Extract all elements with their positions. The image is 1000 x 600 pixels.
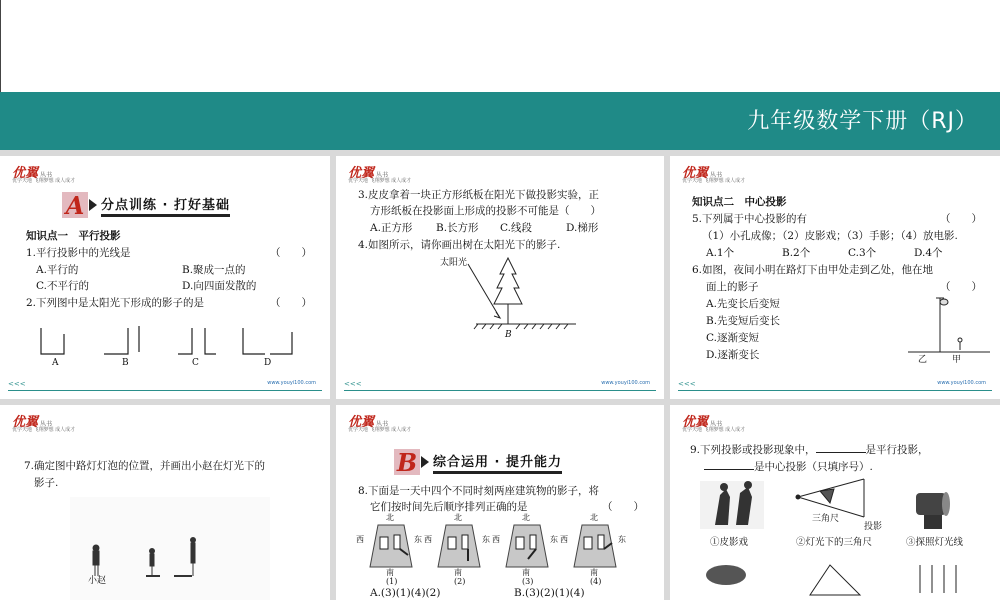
header-title: 九年级数学下册（RJ） (747, 109, 978, 134)
brand-logo: 优翼 丛书 (348, 166, 389, 181)
question-9 (690, 441, 929, 458)
section-letter: A (62, 192, 88, 218)
triangle-icon (421, 456, 429, 468)
section-title: 分点训练 · 打好基础 (101, 194, 230, 217)
slide-footer: <<< www.youyi100.com (678, 384, 992, 391)
section-letter: B (394, 449, 420, 475)
compass-south-label: 南 (386, 568, 394, 577)
street-lamp-figure (900, 292, 1000, 362)
compass-west-label: 西 (356, 535, 364, 544)
slide-thumbnail-2[interactable] (336, 156, 664, 399)
section-header-a (62, 192, 230, 218)
answer-paren: （ ） (940, 281, 982, 293)
q5-option-d: D.4个 (914, 247, 943, 259)
left-edge-line (0, 0, 1, 92)
q3-option-a: A.正方形 (370, 222, 413, 234)
sun-label: 太阳光 (440, 258, 468, 268)
compass-north-label: 北 (590, 513, 598, 522)
brand-logo: 优翼 丛书 (682, 166, 723, 181)
question-3-cont: 方形纸板在投影面上形成的投影不可能是（ ） (370, 205, 601, 217)
compass-west-label: 西 (424, 535, 432, 544)
question-7: 7.确定图中路灯灯泡的位置，并画出小赵在灯光下的 (24, 460, 266, 472)
shadow-play-image (700, 481, 764, 529)
q6-option-d: D.逐渐变长 (706, 349, 760, 361)
compass-figure (560, 513, 630, 586)
question-8-cont: 它们按时间先后顺序排列正确的是 (370, 501, 528, 513)
slide-thumbnail-6[interactable] (670, 405, 1000, 600)
compass-east-label: 东 (618, 535, 626, 544)
question-9-cont: 是中心投影（只填序号）. (704, 458, 873, 475)
figure-label-d: D (264, 358, 272, 368)
point-b-label: B (505, 330, 512, 340)
question-5: 5.下列属于中心投影的有 (692, 213, 808, 225)
answer-paren: （ ） (602, 501, 644, 513)
knowledge-point-title: 知识点二 中心投影 (692, 196, 787, 208)
compass-figure (492, 513, 562, 586)
question-7-cont: 影子. (34, 477, 59, 489)
brand-tagline: 优学天地 飞翔梦想 成人成才 (348, 427, 412, 433)
brand-logo: 优翼 丛书 (12, 166, 53, 181)
question-6-cont: 面上的影子 (706, 281, 759, 293)
brand-logo: 优翼 丛书 (12, 415, 53, 430)
q5-items: （1）小孔成像；（2）皮影戏；（3）手影；（4）放电影. (702, 230, 958, 242)
compass-east-label: 东 (482, 535, 490, 544)
q8-option-a: A.(3)(1)(4)(2) (370, 587, 441, 599)
section-header-b (394, 449, 562, 475)
compass-east-label: 东 (550, 535, 558, 544)
caption-1: ①皮影戏 (710, 537, 749, 548)
caption-3: ③探照灯光线 (906, 537, 964, 548)
brand-tagline: 优学天地 飞翔梦想 成人成才 (12, 178, 76, 184)
brand-tagline: 优学天地 飞翔梦想 成人成才 (12, 427, 76, 433)
brand-logo: 优翼 丛书 (682, 415, 723, 430)
caption-2: ②灯光下的三角尺 (796, 537, 873, 548)
slide-thumbnail-3[interactable] (670, 156, 1000, 399)
q1-option-a: A.平行的 (36, 264, 79, 276)
compass-figure (424, 513, 494, 586)
compass-north-label: 北 (522, 513, 530, 522)
figure-label-a: A (52, 358, 59, 368)
header-banner (0, 92, 1000, 150)
compass-south-label: 南 (590, 568, 598, 577)
satellite-dish-image (706, 565, 746, 585)
q8-option-b: B.(3)(2)(1)(4) (514, 587, 585, 599)
blank-line (704, 458, 754, 470)
section-title: 综合运用 · 提升能力 (433, 451, 562, 474)
answer-paren: （ ） (940, 213, 982, 225)
question-6: 6.如图，夜间小明在路灯下由甲处走到乙处，他在地 (692, 264, 934, 276)
figure-number-label: (1) (386, 577, 398, 586)
searchlight-image (916, 492, 950, 529)
q6-option-a: A.先变长后变短 (706, 298, 780, 310)
compass-north-label: 北 (454, 513, 462, 522)
q1-option-b: B.聚成一点的 (182, 264, 246, 276)
projection-label: 投影 (864, 522, 883, 532)
answer-paren: （ ） (270, 247, 312, 259)
slide-thumbnail-4[interactable] (0, 405, 330, 600)
q5-option-a: A.1个 (706, 247, 735, 259)
tree-sun-figure (336, 254, 664, 344)
question-1: 1.平行投影中的光线是 (26, 247, 131, 259)
fig-label-jia: 甲 (952, 355, 962, 365)
question-9-part-a: 9.下列投影或投影现象中， (690, 444, 816, 456)
brand-tagline: 优学天地 飞翔梦想 成人成才 (682, 178, 746, 184)
compass-south-label: 南 (522, 568, 530, 577)
brand-logo: 优翼 丛书 (348, 415, 389, 430)
knowledge-point-title: 知识点一 平行投影 (26, 230, 121, 242)
blank-line (816, 441, 866, 453)
figure-number-label: (4) (590, 577, 602, 586)
slide-thumbnail-1[interactable] (0, 156, 330, 399)
q5-option-b: B.2个 (782, 247, 811, 259)
question-3: 3.皮皮拿着一块正方形纸板在阳光下做投影实验，正 (358, 189, 600, 201)
person-label: 小赵 (88, 576, 107, 586)
triangle-icon (89, 199, 97, 211)
fig-label-yi: 乙 (918, 355, 928, 365)
compass-north-label: 北 (386, 513, 394, 522)
compass-west-label: 西 (560, 535, 568, 544)
q1-option-d: D.向四面发散的 (182, 280, 257, 292)
question-2: 2.下列图中是太阳光下形成的影子的是 (26, 297, 205, 309)
q1-option-c: C.不平行的 (36, 280, 89, 292)
top-blank-area (0, 0, 1000, 92)
answer-paren: （ ） (270, 297, 312, 309)
q5-option-c: C.3个 (848, 247, 877, 259)
q3-option-d: D.梯形 (566, 222, 599, 234)
slide-thumbnail-5[interactable] (336, 405, 664, 600)
ruler-label: 三角尺 (812, 514, 840, 524)
question-9-part-b: 是平行投影， (865, 444, 929, 456)
slide-footer: <<< www.youyi100.com (344, 384, 656, 391)
figure-number-label: (3) (522, 577, 534, 586)
compass-figure (356, 513, 426, 586)
q6-option-b: B.先变短后变长 (706, 315, 781, 327)
figure-label-c: C (192, 358, 199, 368)
slide-footer: <<< www.youyi100.com (8, 384, 322, 391)
compass-south-label: 南 (454, 568, 462, 577)
q3-option-b: B.长方形 (436, 222, 479, 234)
q6-option-c: C.逐渐变短 (706, 332, 759, 344)
brand-tagline: 优学天地 飞翔梦想 成人成才 (682, 427, 746, 433)
compass-east-label: 东 (414, 535, 422, 544)
figure-number-label: (2) (454, 577, 466, 586)
question-8: 8.下面是一天中四个不同时刻两座建筑物的影子，将 (358, 485, 600, 497)
parallel-light-image (920, 565, 956, 593)
compass-west-label: 西 (492, 535, 500, 544)
q3-option-c: C.线段 (500, 222, 532, 234)
question-4: 4.如图所示，请你画出树在太阳光下的影子. (358, 239, 561, 251)
brand-tagline: 优学天地 飞翔梦想 成人成才 (348, 178, 412, 184)
pyramid-projection-image (810, 565, 860, 595)
figure-label-b: B (122, 358, 129, 368)
shadow-figures (0, 320, 330, 380)
